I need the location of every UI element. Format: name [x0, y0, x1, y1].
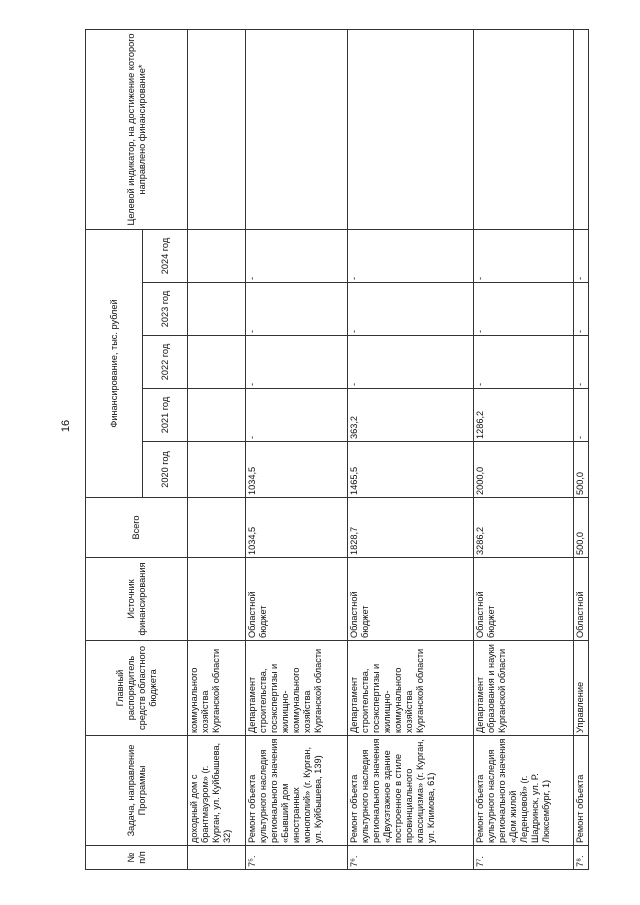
cell-2023: - [574, 283, 589, 336]
cell-2021: - [246, 389, 348, 442]
cell-source: Областной бюджет [348, 558, 474, 641]
cell-manager: Департамент строительства, госэкспертизы и жилищно-коммунального хозяйства Курганской области [348, 641, 474, 736]
header-total: Всего [86, 498, 188, 558]
cell-2020: 1465,5 [348, 442, 474, 498]
table-row [574, 29, 589, 869]
header-financing: Финансирование, тыс. рублей [86, 229, 143, 497]
cell-num: 7⁸. [574, 846, 589, 870]
cell-source [188, 558, 246, 641]
cell-2023: - [474, 283, 574, 336]
cell-2024 [188, 229, 246, 282]
cell-source: Областной бюджет [474, 558, 574, 641]
cell-2024: - [246, 229, 348, 282]
cell-2023: - [348, 283, 474, 336]
header-2022: 2022 год [143, 336, 188, 389]
cell-total: 3286,2 [474, 498, 574, 558]
rotated-table-container [85, 30, 590, 870]
header-num: № п/п [86, 846, 188, 870]
cell-task: Ремонт объекта культурного наследия регионального значения «Двухэтажное здание построенное в стиле провинциального классицизма» (г. Курган, ул. Климова, 61) [348, 736, 474, 846]
cell-2021 [188, 389, 246, 442]
cell-task: Ремонт объекта культурного наследия регионального значения «Бывший дом иностранных монополий» (г. Курган, ул. Куйбышева, 139) [246, 736, 348, 846]
cell-source: Областной бюджет [246, 558, 348, 641]
cell-manager: Департамент образования и науки Курганской области [474, 641, 574, 736]
cell-2021: 363,2 [348, 389, 474, 442]
header-2023: 2023 год [143, 283, 188, 336]
table-row [188, 29, 246, 869]
cell-2020 [188, 442, 246, 498]
header-indicator: Целевой индикатор, на достижение которого направлено финансирование* [86, 29, 188, 229]
cell-2024: - [348, 229, 474, 282]
cell-num: 7⁷. [474, 846, 574, 870]
cell-2022: - [474, 336, 574, 389]
header-source: Источник финансирования [86, 558, 188, 641]
cell-2020: 1034,5 [246, 442, 348, 498]
cell-2020: 500,0 [574, 442, 589, 498]
cell-manager: Управление [574, 641, 589, 736]
cell-2020: 2000,0 [474, 442, 574, 498]
cell-indicator [188, 29, 246, 229]
cell-indicator [246, 29, 348, 229]
table-row [348, 29, 474, 869]
cell-total: 1034,5 [246, 498, 348, 558]
cell-2022 [188, 336, 246, 389]
financing-table [85, 29, 589, 870]
cell-total: 500,0 [574, 498, 589, 558]
header-2021: 2021 год [143, 389, 188, 442]
table-row [474, 29, 574, 869]
cell-total: 1828,7 [348, 498, 474, 558]
cell-total [188, 498, 246, 558]
cell-2024: - [474, 229, 574, 282]
cell-2021: - [574, 389, 589, 442]
cell-num: 7⁵. [246, 846, 348, 870]
cell-2024: - [574, 229, 589, 282]
cell-num [188, 846, 246, 870]
cell-indicator [574, 29, 589, 229]
cell-2022: - [574, 336, 589, 389]
header-2020: 2020 год [143, 442, 188, 498]
cell-indicator [348, 29, 474, 229]
cell-indicator [474, 29, 574, 229]
header-manager: Главный распорядитель средств областного бюджета [86, 641, 188, 736]
cell-task: Ремонт объекта культурного наследия регионального значения «Дом жилой Леденцовой» (г. Шадринск, ул. Р. Люксембург, 1) [474, 736, 574, 846]
header-2024: 2024 год [143, 229, 188, 282]
cell-task: доходный дом с брантмауэром» (г. Курган, ул. Куйбышева, 32) [188, 736, 246, 846]
cell-manager: Департамент строительства, госэкспертизы и жилищно-коммунального хозяйства Курганской области [246, 641, 348, 736]
cell-task: Ремонт объекта [574, 736, 589, 846]
cell-2022: - [348, 336, 474, 389]
table-row [246, 29, 348, 869]
cell-2021: 1286,2 [474, 389, 574, 442]
cell-2022: - [246, 336, 348, 389]
header-task: Задача, направление Программы [86, 736, 188, 846]
cell-num: 7⁶. [348, 846, 474, 870]
cell-2023: - [246, 283, 348, 336]
cell-source: Областной [574, 558, 589, 641]
page-number: 16 [60, 419, 72, 433]
cell-manager: коммунального хозяйства Курганской области [188, 641, 246, 736]
cell-2023 [188, 283, 246, 336]
